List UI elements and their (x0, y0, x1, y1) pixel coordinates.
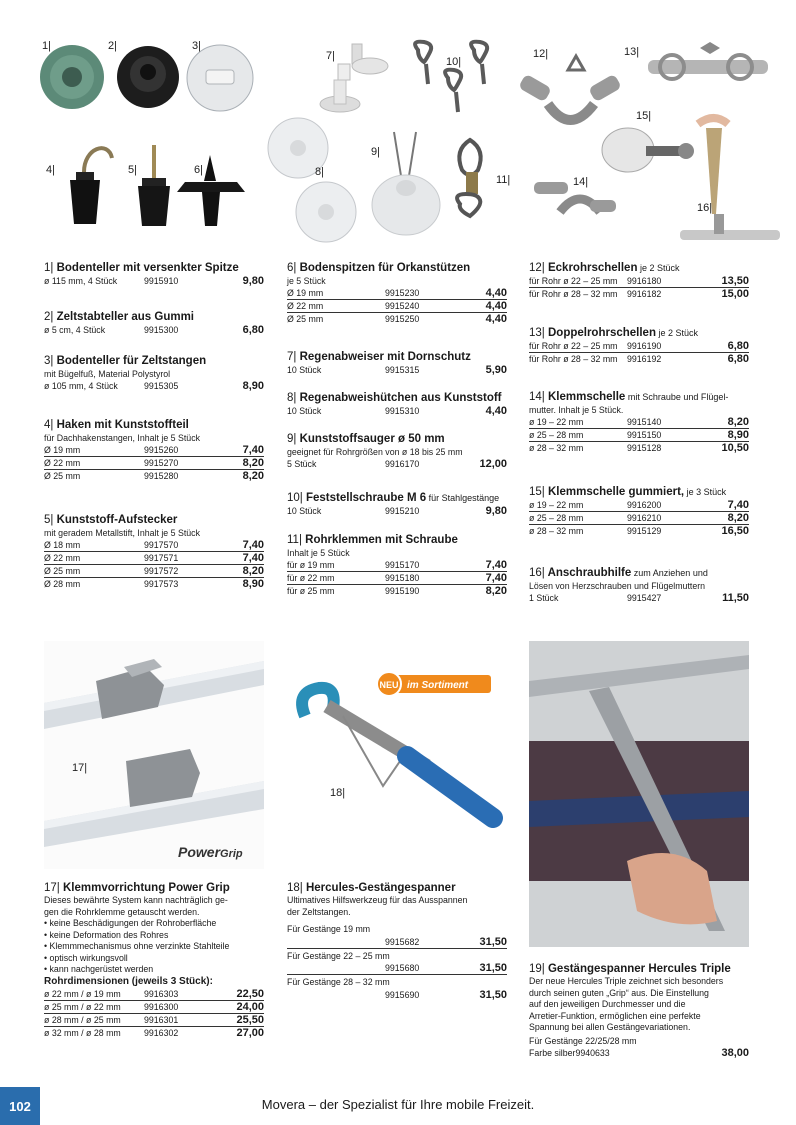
svg-text:im Sortiment: im Sortiment (407, 680, 469, 691)
product-16: 16| Anschraubhilfe zum Anziehen und Lösen von Herzschrauben und Flügelmuttern 1 Stück 9915427 11,50 (529, 567, 749, 604)
figure-label-4: 4| (46, 164, 55, 176)
table-row: ø 19 – 22 mm 9915140 8,20 (529, 416, 749, 428)
product-title: 12| Eckrohrschellen je 2 Stück (529, 262, 680, 274)
figure-label-12: 12| (533, 48, 549, 60)
page-number: 102 (0, 1087, 40, 1125)
power-grip-logo: PowerGrip (178, 844, 243, 860)
figure-label-1: 1| (42, 40, 51, 52)
figure-label-17: 17| (72, 762, 88, 774)
product-11: 11| Rohrklemmen mit Schraube Inhalt je 5 Stück für ø 19 mm 9915170 7,40 für ø 22 mm 9915180 7,40 für ø 25 mm 9915190 8,20 (287, 534, 507, 597)
product-image-17 (44, 641, 264, 869)
product-image-16 (680, 118, 780, 240)
figure-label-18: 18| (330, 787, 346, 799)
figure-label-5: 5| (128, 164, 137, 176)
product-15 (529, 485, 749, 538)
footer-slogan: Movera – der Spezialist für Ihre mobile Freizeit. (261, 1097, 535, 1112)
figure-label-10: 10| (446, 56, 462, 68)
table-row: für Rohr ø 22 – 25 mm 9916190 6,80 (529, 340, 749, 352)
table-row: für ø 25 mm 9915190 8,20 (287, 585, 507, 597)
table-row: Ø 22 mm 9915240 4,40 (287, 300, 507, 312)
product-13 (529, 326, 749, 366)
figure-label-7: 7| (326, 50, 335, 62)
table-row: Ø 22 mm 9917571 7,40 (44, 552, 264, 564)
table-row: Ø 25 mm 9917572 8,20 (44, 565, 264, 577)
table-row: ø 28 mm / ø 25 mm 9916301 25,50 (44, 1013, 264, 1026)
product-title: 16| Anschraubhilfe zum Anziehen und (529, 567, 708, 579)
product-9: 9| Kunststoffsauger ø 50 mm geeignet für Rohrgrößen von ø 18 bis 25 mm 5 Stück 9916170 12,00 (287, 433, 507, 470)
product-title: 8| Regenabweishütchen aus Kunststoff (287, 392, 502, 404)
figure-label-9: 9| (371, 146, 380, 158)
product-image-9 (372, 132, 440, 235)
product-title: 9| Kunststoffsauger ø 50 mm (287, 433, 445, 445)
product-5: 5| Kunststoff-Aufstecker mit geradem Metallstift, Inhalt je 5 Stück Ø 18 mm 9917570 7,40 Ø 22 mm 9917571 7,40 Ø 25 mm 9917572 8,20 Ø 28 mm 9917573 8,90 (44, 514, 264, 590)
product-title: 7| Regenabweiser mit Dornschutz (287, 351, 471, 363)
product-title: 18| Hercules-Gestängespanner (287, 882, 456, 894)
table-row: 9915680 31,50 (287, 962, 507, 975)
product-image-8 (268, 118, 356, 242)
product-4: 4| Haken mit Kunststoffteil für Dachhakenstangen, Inhalt je 5 Stück Ø 19 mm 9915260 7,40 Ø 22 mm 9915270 8,20 Ø 25 mm 9915280 8,20 (44, 419, 264, 482)
table-row: ø 25 mm / ø 22 mm 9916300 24,00 (44, 1000, 264, 1013)
product-3: 3| Bodenteller für Zeltstangen mit Bügelfuß, Material Polystyrol ø 105 mm, 4 Stück 9915305 8,90 (44, 355, 264, 392)
product-17: 17| Klemmvorrichtung Power Grip Dieses bewährte System kann nachträglich ge- gen die Rohrklemme getauscht werden. • keine Beschädigungen der Rohroberfläche • keine Deformation des Rohres • Klemmmechanismus ohne verzinkte Stahlteile • optisch wirkungsvoll • kann nachgerüstet werden Rohrdimensionen (jeweils 3 Stück): ø 22 mm / ø 19 mm 9916303 22,50 ø 25 mm / ø 22 mm 9916300 24,00 ø 28 mm / ø 25 mm 9916301 25,50 ø 32 mm / ø 28 mm 9916302 27,00 (44, 882, 264, 1039)
table-row: Ø 25 mm 9915250 4,40 (287, 313, 507, 325)
figure-label-15: 15| (636, 110, 652, 122)
product-title: 19| Gestängespanner Hercules Triple (529, 963, 731, 975)
figure-label-3: 3| (192, 40, 201, 52)
figure-label-2: 2| (108, 40, 117, 52)
product-title: 3| Bodenteller für Zeltstangen (44, 355, 207, 367)
figure-label-13: 13| (624, 46, 640, 58)
table-row: für ø 19 mm 9915170 7,40 (287, 559, 507, 571)
product-title: 5| Kunststoff-Aufstecker (44, 514, 178, 526)
product-image-10 (415, 42, 487, 112)
product-title: 14| Klemmschelle mit Schraube und Flügel- (529, 391, 729, 403)
table-row: für Rohr ø 28 – 32 mm 9916192 6,80 (529, 353, 749, 365)
figure-label-16: 16| (697, 202, 713, 214)
product-1: 1| Bodenteller mit versenkter Spitze ø 115 mm, 4 Stück 9915910 9,80 (44, 262, 264, 287)
product-image-3 (187, 45, 253, 111)
product-title: 6| Bodenspitzen für Orkanstützen (287, 262, 471, 274)
table-row: ø 32 mm / ø 28 mm 9916302 27,00 (44, 1026, 264, 1039)
product-title: 10| Feststellschraube M 6 für Stahlgestänge (287, 492, 500, 504)
product-image-1 (40, 45, 104, 109)
product-title: 11| Rohrklemmen mit Schraube (287, 534, 458, 546)
table-row: ø 28 – 32 mm 9915129 16,50 (529, 525, 749, 537)
product-image-15 (602, 128, 694, 172)
table-row: Ø 22 mm 9915270 8,20 (44, 457, 264, 469)
product-2: 2| Zeltstabteller aus Gummi ø 5 cm, 4 Stück 9915300 6,80 (44, 311, 264, 336)
table-row: Farbe silber 9940633 38,00 (529, 1047, 749, 1059)
table-row: Ø 28 mm 9917573 8,90 (44, 578, 264, 590)
product-images-top (0, 0, 796, 255)
product-image-12 (518, 56, 622, 120)
subtitle: Rohrdimensionen (jeweils 3 Stück): (44, 975, 213, 987)
product-title: 13| Doppelrohrschellen je 2 Stück (529, 327, 699, 339)
table-row: ø 22 mm / ø 19 mm 9916303 22,50 (44, 987, 264, 1000)
table-row: für ø 22 mm 9915180 7,40 (287, 572, 507, 584)
product-image-13 (648, 42, 768, 79)
product-8: 8| Regenabweishütchen aus Kunststoff 10 Stück 9915310 4,40 (287, 392, 507, 417)
table-row: Ø 25 mm 9915280 8,20 (44, 470, 264, 482)
figure-label-6: 6| (194, 164, 203, 176)
product-image-19 (529, 641, 749, 947)
product-title: 15| Klemmschelle gummiert, je 3 Stück (529, 486, 727, 498)
product-12 (529, 261, 749, 301)
product-18: 18| Hercules-Gestängespanner Ultimatives Hilfswerkzeug für das Ausspannen der Zeltstangen. Für Gestänge 19 mm 9915682 31,50 Für Gestänge 22 – 25 mm 9915680 31,50 Für Gestänge 28 – 32 mm 9915690 31,50 (287, 882, 507, 1001)
table-row: ø 28 – 32 mm 9915128 10,50 (529, 442, 749, 454)
product-title: 4| Haken mit Kunststoffteil (44, 419, 189, 431)
svg-text:NEU: NEU (379, 680, 399, 690)
product-image-11 (457, 140, 481, 216)
table-row: 9915690 31,50 (385, 988, 507, 1001)
table-row: für Rohr ø 22 – 25 mm 9916180 13,50 (529, 275, 749, 287)
figure-label-8: 8| (315, 166, 324, 178)
table-row: für Rohr ø 28 – 32 mm 9916182 15,00 (529, 288, 749, 300)
figure-label-14: 14| (573, 176, 589, 188)
product-14: 14| Klemmschelle mit Schraube und Flügel- mutter. Inhalt je 5 Stück. ø 19 – 22 mm 9915140 8,20 ø 25 – 28 mm 9915150 8,90 ø 28 – 32 mm 9915128 10,50 (529, 391, 749, 454)
product-10: 10| Feststellschraube M 6 für Stahlgestänge 10 Stück 9915210 9,80 (287, 492, 507, 517)
figure-label-11: 11| (496, 174, 511, 186)
product-image-4 (70, 148, 112, 224)
table-row: Ø 19 mm 9915260 7,40 (44, 444, 264, 456)
table-row: 9915682 31,50 (287, 936, 507, 949)
product-7: 7| Regenabweiser mit Dornschutz 10 Stück 9915315 5,90 (287, 351, 507, 376)
table-row: Ø 18 mm 9917570 7,40 (44, 539, 264, 551)
product-6: 6| Bodenspitzen für Orkanstützen je 5 Stück Ø 19 mm 9915230 4,40 Ø 22 mm 9915240 4,40 Ø 25 mm 9915250 4,40 (287, 262, 507, 325)
product-title: 1| Bodenteller mit versenkter Spitze (44, 262, 239, 274)
neu-badge (375, 672, 493, 696)
product-19: 19| Gestängespanner Hercules Triple Der neue Hercules Triple zeichnet sich besonders durch seinen guten „Grip“ aus. Die Einstellung auf den jeweiligen Durchmesser und die Arretier-Funktion, ermöglichen eine perfekte Spannung bei allen Gestängevariationen. Für Gestänge 22/25/28 mm Farbe silber 9940633 38,00 (529, 963, 749, 1059)
product-image-6 (177, 155, 245, 226)
table-row: ø 25 – 28 mm 9915150 8,90 (529, 429, 749, 441)
table-row: ø 25 – 28 mm 9916210 8,20 (529, 512, 749, 524)
table-row: Ø 19 mm 9915230 4,40 (287, 287, 507, 299)
product-title: 17| Klemmvorrichtung Power Grip (44, 882, 230, 894)
product-image-5 (138, 145, 170, 226)
product-image-2 (117, 46, 179, 108)
table-row: ø 19 – 22 mm 9916200 7,40 (529, 499, 749, 511)
product-image-18 (287, 676, 507, 868)
product-title: 2| Zeltstabteller aus Gummi (44, 311, 194, 323)
